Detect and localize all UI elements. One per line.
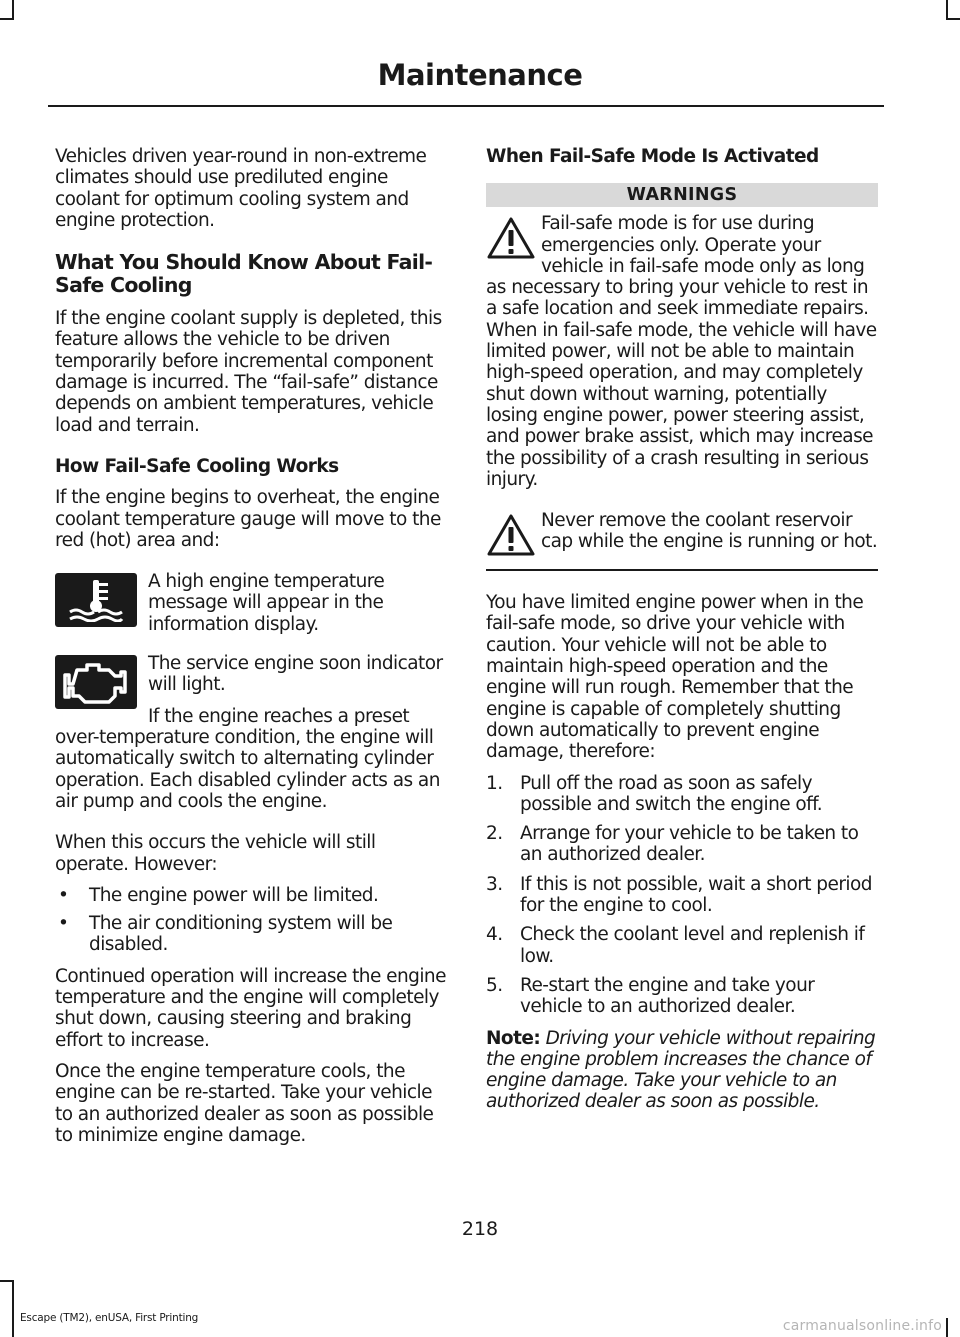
service-engine-item (55, 653, 447, 812)
failsafe-paragraph: If the engine coolant supply is depleted, this feature allows the vehicle to be driven temporarily before incremental component damage is incurred. The “fail-safe” distance depends on ambient temperatures, vehicle load and terrain. (55, 308, 442, 436)
warning-item (486, 510, 878, 559)
list-item: 3. If this is not possible, wait a short period for the engine to cool. (486, 873, 872, 917)
crop-mark (946, 0, 948, 18)
watermark: carmanualsonline.info (782, 1318, 942, 1334)
warnings-divider (486, 569, 878, 571)
list-item: • The engine power will be limited. (58, 884, 379, 906)
warning-text: Fail-safe mode is for use during emergencies only. Operate your vehicle in fail-safe mode only as long as necessary to bring your vehicle to rest in a safe location and seek immediate repairs. When in fail-safe mode, the vehicle will have limited power, will not be able to maintain high-speed operation, and may completely shut down without warning, potentially losing engine power, power steering assist, and power brake assist, which may increase the possibility of a crash resulting in serious injury. (486, 213, 877, 490)
steps-list (486, 773, 878, 1018)
operate-paragraph: When this occurs the vehicle will still operate. However: (55, 832, 376, 875)
bullet-marker: • (58, 913, 69, 935)
crop-mark (12, 1280, 14, 1337)
right-column (486, 146, 878, 1113)
warning-item (486, 213, 878, 490)
warning-text: Never remove the coolant reservoir cap while the engine is running or hot. (541, 510, 878, 553)
warning-triangle-icon (486, 216, 536, 260)
coolant-paragraph: Vehicles driven year-round in non-extreme climates should use prediluted engine coolant for optimum cooling system and engine protection. (55, 146, 427, 231)
warnings-header: WARNINGS (486, 183, 878, 207)
check-engine-icon (55, 655, 137, 709)
temperature-message-text: A high engine temperature message will appear in the information display. (148, 571, 385, 635)
crop-mark (946, 18, 960, 20)
warning-triangle-icon (486, 513, 536, 557)
overheat-paragraph: If the engine begins to overheat, the engine coolant temperature gauge will move to the red (hot) area and: (55, 487, 441, 551)
over-temperature-paragraph: If the engine reaches a preset over-temperature condition, the engine will automatically switch to alternating cylinder operation. Each disabled cylinder acts as an air pump and cools the engine. (55, 705, 440, 812)
limitations-list (55, 885, 447, 956)
limited-power-paragraph: You have limited engine power when in the fail-safe mode, so drive your vehicle with caution. Your vehicle will not be able to maintain high-speed operation and the engine will run rough. Remember that the engine is capable of completely shutting down automatically to prevent engine damage, therefore: (486, 592, 864, 763)
header-divider (48, 105, 884, 107)
restart-paragraph: Once the engine temperature cools, the engine can be re-started. Take your vehicle to an authorized dealer as soon as possible to minimize engine damage. (55, 1060, 434, 1146)
note-paragraph (486, 1028, 878, 1113)
page-title: Maintenance (377, 58, 583, 92)
note-text: Driving your vehicle without repairing the engine problem increases the chance of engine damage. Take your vehicle to an authorized dealer as soon as possible. (486, 1027, 876, 1113)
crop-mark (0, 1280, 14, 1282)
continued-operation-paragraph: Continued operation will increase the engine temperature and the engine will completely shut down, causing steering and braking effort to increase. (55, 965, 446, 1051)
list-item: 4. Check the coolant level and replenish if low. (486, 924, 865, 967)
list-item: 2. Arrange for your vehicle to be taken to an authorized dealer. (486, 823, 859, 866)
failsafe-heading: What You Should Know About Fail-Safe Cooling (55, 250, 433, 298)
temperature-message-item (55, 571, 447, 635)
crop-mark (12, 0, 14, 18)
crop-mark (946, 1318, 948, 1337)
how-it-works-heading: How Fail-Safe Cooling Works (55, 455, 339, 477)
list-item: 1. Pull off the road as soon as safely possible and switch the engine off. (486, 772, 823, 815)
left-column (55, 146, 447, 1146)
bullet-marker: • (58, 884, 69, 906)
engine-coolant-temperature-icon (55, 573, 137, 627)
note-label: Note: (486, 1027, 541, 1049)
activated-heading: When Fail-Safe Mode Is Activated (486, 146, 819, 167)
service-engine-text: The service engine soon indicator will light. (148, 653, 443, 696)
page-number: 218 (461, 1218, 499, 1240)
crop-mark (0, 18, 14, 20)
list-item: • The air conditioning system will be disabled. (58, 913, 393, 956)
edition-footer: Escape (TM2), enUSA, First Printing (20, 1312, 199, 1324)
list-item: 5. Re-start the engine and take your vehicle to an authorized dealer. (486, 974, 815, 1018)
